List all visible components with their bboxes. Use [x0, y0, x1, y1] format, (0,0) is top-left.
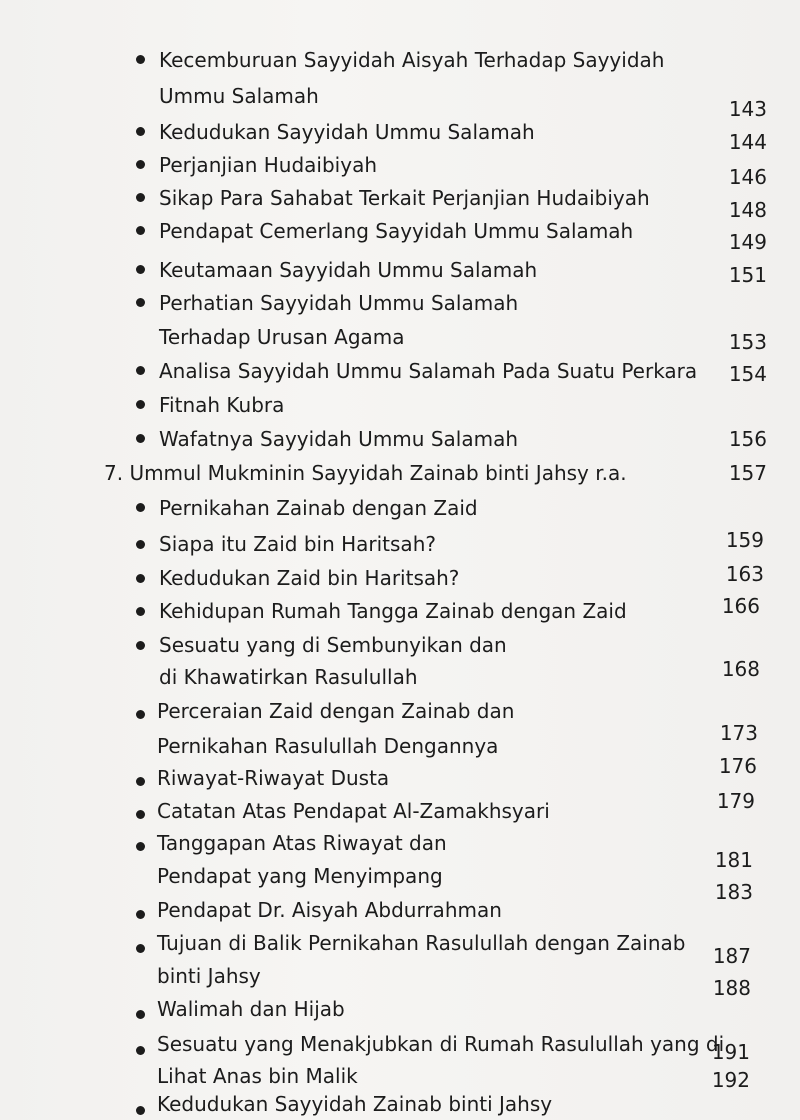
bullet [136, 127, 145, 136]
toc-entry-text-cont: Lihat Anas bin Malik [157, 1064, 358, 1088]
toc-entry-text: Keutamaan Sayyidah Ummu Salamah [159, 258, 538, 282]
bullet [136, 503, 145, 512]
toc-entry-text: Fitnah Kubra [159, 393, 285, 417]
toc-page-number: 173 [719, 721, 758, 745]
bullet [136, 810, 145, 819]
bullet [136, 298, 145, 307]
toc-entry-text-cont: Pendapat yang Menyimpang [157, 864, 443, 888]
bullet [136, 1106, 145, 1115]
toc-entry-text: Sikap Para Sahabat Terkait Perjanjian Hudaibiyah [159, 186, 650, 210]
toc-page-number: 151 [728, 263, 767, 287]
toc-page-number: 156 [728, 427, 767, 451]
toc-page-number: 187 [712, 944, 751, 968]
toc-page-number: 181 [714, 848, 753, 872]
toc-entry-text: Kedudukan Sayyidah Zainab binti Jahsy [157, 1092, 553, 1116]
bullet [136, 160, 145, 169]
toc-entry-text-cont: Ummu Salamah [159, 84, 319, 108]
bullet [136, 193, 145, 202]
toc-page-number: 146 [728, 165, 767, 189]
toc-entry-text: Kedudukan Sayyidah Ummu Salamah [159, 120, 535, 144]
toc-page-number: 143 [728, 97, 767, 121]
toc-entry-text: Tanggapan Atas Riwayat dan [157, 831, 447, 855]
toc-entry-text: Perjanjian Hudaibiyah [159, 153, 378, 177]
toc-entry-text: Analisa Sayyidah Ummu Salamah Pada Suatu Perkara [159, 359, 698, 383]
toc-entry-text: Sesuatu yang Menakjubkan di Rumah Rasulullah yang di [157, 1032, 725, 1056]
toc-entry-text: Perhatian Sayyidah Ummu Salamah [159, 291, 519, 315]
toc-page-number: 176 [718, 754, 757, 778]
toc-entry-text: Riwayat-Riwayat Dusta [157, 766, 390, 790]
toc-page-number: 166 [721, 594, 760, 618]
toc-entry-text-cont: Terhadap Urusan Agama [159, 325, 405, 349]
toc-entry-text: Sesuatu yang di Sembunyikan dan [159, 633, 507, 657]
toc-entry-text: Pendapat Cemerlang Sayyidah Ummu Salamah [159, 219, 634, 243]
toc-page-number: 159 [725, 528, 764, 552]
bullet [136, 710, 145, 719]
toc-page-number: 191 [711, 1040, 750, 1064]
bullet [136, 265, 145, 274]
bullet [136, 55, 145, 64]
bullet [136, 944, 145, 953]
bullet [136, 400, 145, 409]
bullet [136, 540, 145, 549]
chapter-page-number: 157 [728, 461, 767, 485]
bullet [136, 434, 145, 443]
toc-page-number: 148 [728, 198, 767, 222]
toc-entry-text-cont: di Khawatirkan Rasulullah [159, 665, 418, 689]
toc-page-number: 154 [728, 362, 767, 386]
toc-entry-text: Catatan Atas Pendapat Al-Zamakhsyari [157, 799, 550, 823]
toc-page-number: 179 [716, 789, 755, 813]
bullet [136, 574, 145, 583]
toc-page-number: 192 [711, 1068, 750, 1092]
toc-page-number: 183 [714, 880, 753, 904]
bullet [136, 641, 145, 650]
bullet [136, 607, 145, 616]
toc-entry-text-cont: Pernikahan Rasulullah Dengannya [157, 734, 499, 758]
bullet [136, 842, 145, 851]
toc-entry-text: Wafatnya Sayyidah Ummu Salamah [159, 427, 518, 451]
bullet [136, 226, 145, 235]
toc-entry-text: Walimah dan Hijab [157, 997, 345, 1021]
toc-entry-text: Siapa itu Zaid bin Haritsah? [159, 532, 436, 556]
toc-entry-text: Kecemburuan Sayyidah Aisyah Terhadap Sayyidah [159, 48, 665, 72]
bullet [136, 777, 145, 786]
bullet [136, 1010, 145, 1019]
toc-entry-text: Kedudukan Zaid bin Haritsah? [159, 566, 460, 590]
toc-page-number: 149 [728, 230, 767, 254]
toc-page-number: 144 [728, 130, 767, 154]
toc-entry-text: Pendapat Dr. Aisyah Abdurrahman [157, 898, 502, 922]
toc-page-number: 188 [712, 976, 751, 1000]
toc-entry-text: Perceraian Zaid dengan Zainab dan [157, 699, 515, 723]
toc-page-number: 168 [721, 657, 760, 681]
bullet [136, 910, 145, 919]
toc-entry-text-cont: binti Jahsy [157, 964, 261, 988]
toc-entry-text: Kehidupan Rumah Tangga Zainab dengan Zaid [159, 599, 627, 623]
toc-entry-text: Pernikahan Zainab dengan Zaid [159, 496, 478, 520]
bullet [136, 1046, 145, 1055]
toc-page-number: 163 [725, 562, 764, 586]
chapter-title: 7. Ummul Mukminin Sayyidah Zainab binti Jahsy r.a. [104, 461, 627, 485]
toc-page-number: 153 [728, 330, 767, 354]
bullet [136, 366, 145, 375]
toc-entry-text: Tujuan di Balik Pernikahan Rasulullah dengan Zainab [157, 931, 686, 955]
